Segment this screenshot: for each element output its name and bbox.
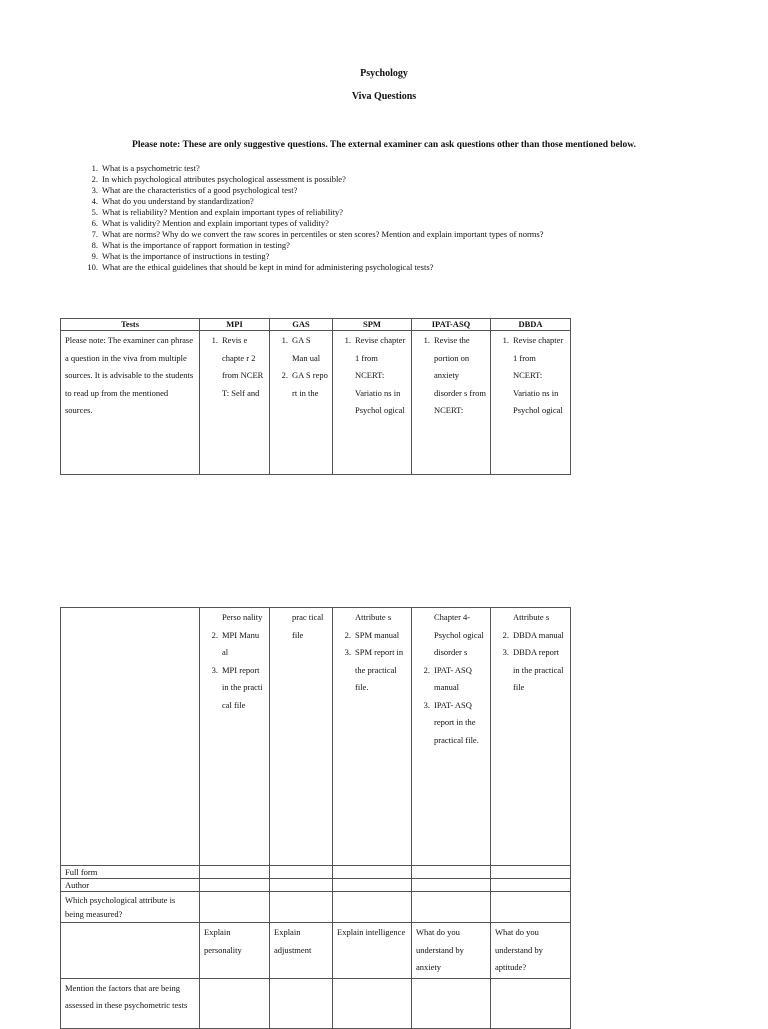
gas-sources: 1. GA S Man ual 2. GA S repo rt in the	[270, 331, 333, 475]
table-row-explain	[61, 923, 571, 979]
header-mpi: MPI	[200, 319, 270, 331]
explain-cell: Explain personality	[200, 923, 270, 979]
table-row-full-form	[61, 866, 571, 879]
question-item: 5. What is reliability? Mention and explain important types of reliability?	[91, 207, 344, 217]
explain-cell: Explain intelligence	[333, 923, 412, 979]
spm-sources: 1. Revise chapter 1 from NCERT: Variatio ns in Psychol ogical	[333, 331, 412, 475]
row-label: Mention the factors that are being assessed in these psychometric tests	[61, 978, 200, 1028]
tests-table-top	[60, 318, 571, 475]
row-label: Author	[61, 879, 200, 892]
question-item: 7. What are norms? Why do we convert the raw scores in percentiles or sten scores? Mention and explain important types of norms?	[91, 229, 544, 239]
question-item: 4. What do you understand by standardization?	[91, 196, 254, 206]
question-item: 2. In which psychological attributes psychological assessment is possible?	[91, 174, 346, 184]
tests-table-bottom	[60, 607, 571, 1029]
question-item: 10. What are the ethical guidelines that should be kept in mind for administering psychological tests?	[87, 262, 434, 272]
mpi-sources: 1. Revis e chapte r 2 from NCER T: Self and	[200, 331, 270, 475]
question-item: 3. What are the characteristics of a good psychological test?	[91, 185, 298, 195]
row-label: Which psychological attribute is being measured?	[61, 892, 200, 923]
header-tests: Tests	[61, 319, 200, 331]
explain-cell: What do you understand by aptitude?	[491, 923, 571, 979]
document-title: Psychology	[360, 68, 408, 79]
question-item: 9. What is the importance of instructions in testing?	[91, 251, 270, 261]
mpi-sources-cont: Perso nality 2. MPI Manu al 3. MPI report in the practi cal file	[200, 608, 270, 866]
table-row-author	[61, 879, 571, 892]
ipat-sources-cont: Chapter 4- Psychol ogical disorder s 2. IPAT- ASQ manual 3. IPAT- ASQ report in the practical file.	[412, 608, 491, 866]
header-spm: SPM	[333, 319, 412, 331]
dbda-sources: 1. Revise chapter 1 from NCERT: Variatio ns in Psychol ogical	[491, 331, 571, 475]
gas-sources-cont: prac tical file	[270, 608, 333, 866]
ipat-sources: 1. Revise the portion on anxiety disorder s from NCERT:	[412, 331, 491, 475]
empty-cell	[61, 608, 200, 866]
question-item: 1. What is a psychometric test?	[91, 163, 200, 173]
examiner-note: Please note: These are only suggestive questions. The external examiner can ask questions other than those mentioned below.	[132, 140, 636, 150]
question-list	[80, 163, 720, 273]
table-row-attribute	[61, 892, 571, 923]
examiner-sources-note: Please note: The examiner can phrase a question in the viva from multiple sources. It is advisable to the students to read up from the mentioned sources.	[61, 331, 200, 475]
dbda-sources-cont: Attribute s 2. DBDA manual 3. DBDA report in the practical file	[491, 608, 571, 866]
table-row	[61, 608, 571, 866]
explain-cell: Explain adjustment	[270, 923, 333, 979]
table-row-factors	[61, 978, 571, 1028]
document-subtitle: Viva Questions	[351, 91, 417, 102]
header-ipat-asq: IPAT-ASQ	[412, 319, 491, 331]
table-header-row	[61, 319, 571, 331]
explain-cell: What do you understand by anxiety	[412, 923, 491, 979]
header-dbda: DBDA	[491, 319, 571, 331]
table-row	[61, 331, 571, 475]
question-item: 8. What is the importance of rapport formation in testing?	[91, 240, 290, 250]
question-item: 6. What is validity? Mention and explain important types of validity?	[91, 218, 329, 228]
spm-sources-cont: Attribute s 2. SPM manual 3. SPM report in the practical file.	[333, 608, 412, 866]
header-gas: GAS	[270, 319, 333, 331]
row-label: Full form	[61, 866, 200, 879]
